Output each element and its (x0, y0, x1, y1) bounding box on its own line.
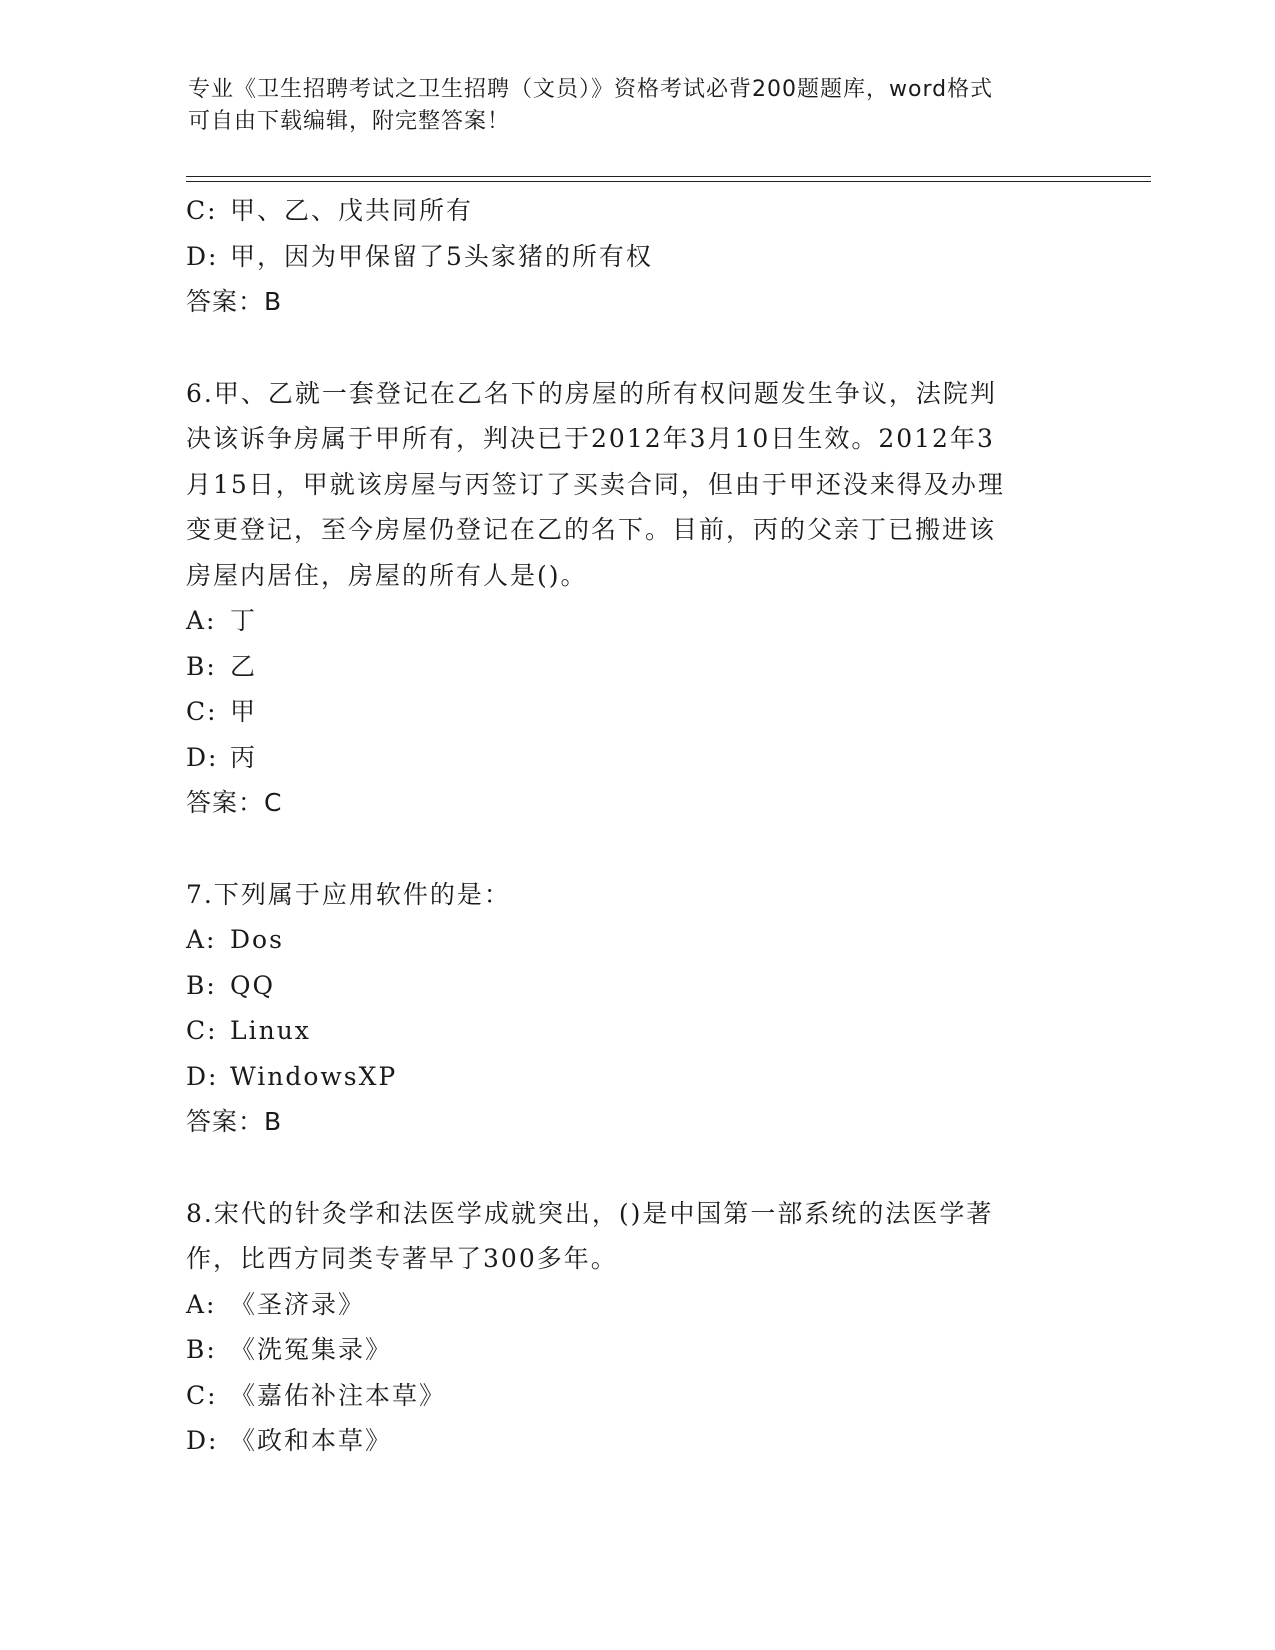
question-text-line: 月15日，甲就该房屋与丙签订了买卖合同，但由于甲还没来得及办理 (186, 469, 1005, 499)
option-c: C: Linux (186, 1016, 311, 1045)
header-rule-bottom (186, 181, 1151, 182)
question-text-line: 变更登记，至今房屋仍登记在乙的名下。目前，丙的父亲丁已搬进该 (186, 515, 997, 544)
question-8 (186, 1191, 1086, 1464)
option-d: D: 丙 (186, 742, 258, 772)
header-line-1: 专业《卫生招聘考试之卫生招聘（文员）》资格考试必背200题题库，word格式 (188, 77, 994, 102)
question-text-line: 作，比西方同类专著早了300多年。 (186, 1244, 618, 1273)
option-d: D: 《政和本草》 (186, 1426, 393, 1455)
question-text-line: 8.宋代的针灸学和法医学成就突出，()是中国第一部系统的法医学著 (186, 1198, 994, 1228)
option-c: C: 甲 (186, 697, 258, 726)
option-c: C: 《嘉佑补注本草》 (186, 1380, 447, 1410)
option-b: B: 乙 (186, 651, 258, 681)
answer-line: 答案：B (186, 1107, 283, 1136)
spacer (186, 826, 1086, 872)
spacer (186, 1145, 1086, 1191)
document-header (188, 74, 1088, 138)
option-b: B: QQ (186, 970, 275, 1000)
question-6 (186, 371, 1086, 826)
spacer (186, 325, 1086, 371)
answer-line: 答案：B (186, 287, 283, 316)
question-text-line: 6.甲、乙就一套登记在乙名下的房屋的所有权问题发生争议，法院判 (186, 378, 997, 408)
option-d: D: WindowsXP (186, 1061, 398, 1091)
option-d: D: 甲，因为甲保留了5头家猪的所有权 (186, 241, 653, 271)
option-b: B: 《洗冤集录》 (186, 1335, 393, 1364)
option-a: A: 丁 (186, 606, 258, 635)
header-rule-top (186, 176, 1151, 177)
question-7 (186, 872, 1086, 1145)
header-line-2: 可自由下载编辑，附完整答案！ (188, 109, 511, 134)
answer-line: 答案：C (186, 788, 283, 817)
document-body (186, 188, 1086, 1464)
previous-question (186, 188, 1086, 325)
option-a: A: 《圣济录》 (186, 1289, 366, 1319)
option-a: A: Dos (186, 925, 284, 954)
question-text-line: 7.下列属于应用软件的是： (186, 879, 511, 909)
question-text-line: 决该诉争房属于甲所有，判决已于2012年3月10日生效。2012年3 (186, 424, 995, 453)
question-text-line: 房屋内居住，房屋的所有人是()。 (186, 560, 588, 590)
option-c: C: 甲、乙、戊共同所有 (186, 196, 474, 225)
